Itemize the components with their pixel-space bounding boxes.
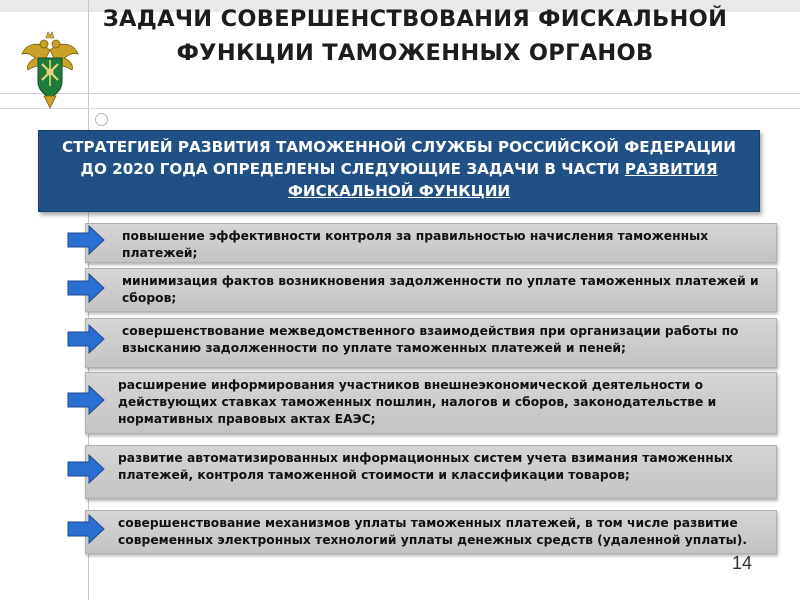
arrow-right-icon [67,224,105,256]
frame-horizontal-line [0,93,800,94]
task-text: развитие автоматизированных информационных систем учета взимания таможенных платежей, контроля таможенной стоимости и классификации товаров; [118,451,733,482]
banner-text-main: СТРАТЕГИЕЙ РАЗВИТИЯ ТАМОЖЕННОЙ СЛУЖБЫ РОССИЙСКОЙ ФЕДЕРАЦИИ ДО 2020 ГОДА ОПРЕДЕЛЕНЫ СЛЕДУЮЩИЕ ЗАДАЧИ В ЧАСТИ [62,138,736,178]
arrow-right-icon [67,384,105,416]
task-text: расширение информирования участников внешнеэкономической деятельности о действующих ставках таможенных пошлин, налогов и сборов, законодательстве и нормативных правовых актах ЕАЭС; [118,378,717,426]
task-item [85,318,777,368]
frame-horizontal-line-2 [0,108,800,109]
arrow-right-icon [67,272,105,304]
task-item [85,372,777,434]
task-text: минимизация фактов возникновения задолженности по уплате таможенных платежей и сборов; [122,274,759,305]
task-text: совершенствование межведомственного взаимодействия при организации работы по взысканию задолженности по уплате таможенных платежей и пеней; [122,324,739,355]
arrow-right-icon [67,513,105,545]
ring-decoration-icon [95,113,108,126]
arrow-right-icon [67,323,105,355]
task-item [85,445,777,499]
task-text: повышение эффективности контроля за правильностью начисления таможенных платежей; [122,229,709,260]
task-text: совершенствование механизмов уплаты таможенных платежей, в том числе развитие современных электронных технологий уплаты денежных средств (удаленной уплаты). [118,516,748,547]
task-item [85,510,777,554]
banner-text-underlined: РАЗВИТИЯ ФИСКАЛЬНОЙ ФУНКЦИИ [287,160,718,200]
slide-title: ЗАДАЧИ СОВЕРШЕНСТВОВАНИЯ ФИСКАЛЬНОЙ ФУНКЦИИ ТАМОЖЕННЫХ ОРГАНОВ [102,6,728,66]
banner-text [39,131,759,202]
page-number: 14 [732,553,753,573]
task-item [85,223,777,263]
task-item [85,268,777,312]
strategy-banner [38,130,760,212]
arrow-right-icon [67,453,105,485]
